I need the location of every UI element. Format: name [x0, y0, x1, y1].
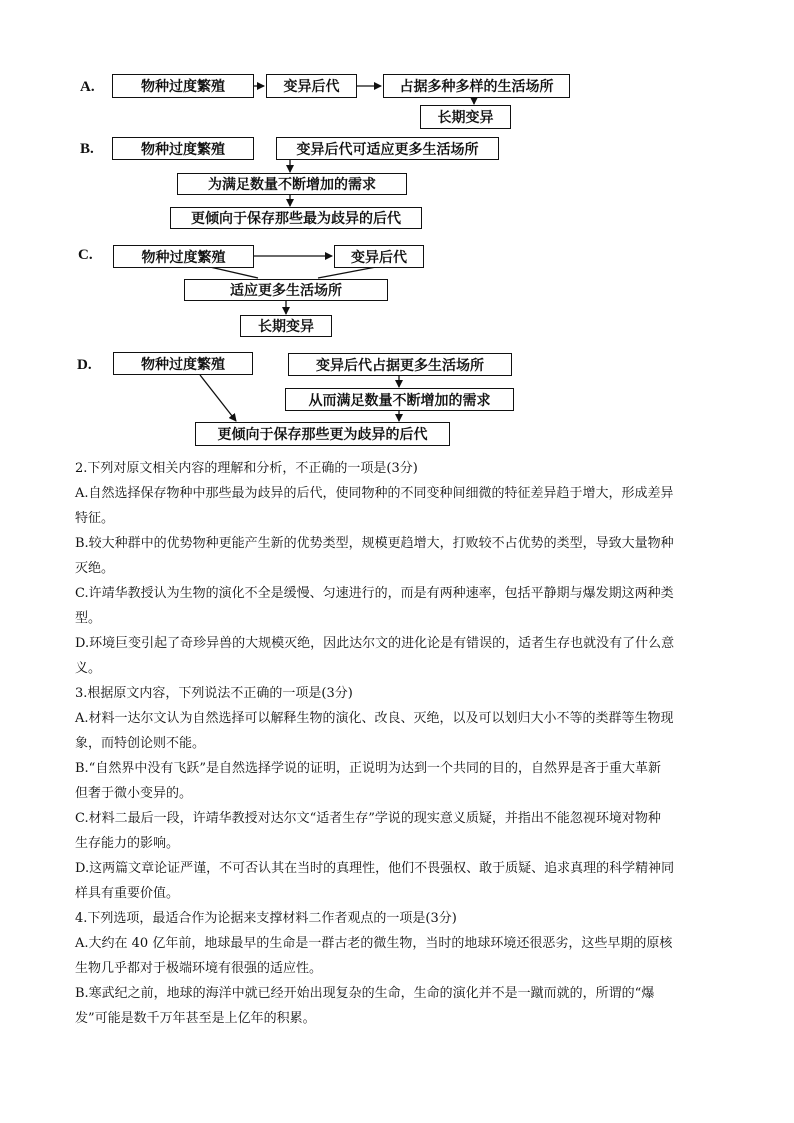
- option-flowcharts: [0, 0, 794, 460]
- arrow-c-2: [210, 267, 258, 278]
- question-3-stem: 3.根据原文内容，下列说法不正确的一项是(3分): [75, 686, 353, 701]
- option-a-box-2: 变异后代: [266, 74, 357, 98]
- option-b-box-1: 物种过度繁殖: [112, 137, 254, 160]
- option-c-box-3: 适应更多生活场所: [184, 279, 388, 301]
- option-b-label: B.: [80, 141, 94, 157]
- question-4-stem: 4.下列选项，最适合作为论据来支撑材料二作者观点的一项是(3分): [75, 911, 457, 926]
- question-3-option-c: C.材料二最后一段，许靖华教授对达尔文“适者生存”学说的现实意义质疑，并指出不能忽视环境对物种: [75, 811, 661, 826]
- question-3: [75, 681, 725, 906]
- option-d-box-1: 物种过度繁殖: [113, 352, 253, 375]
- arrow-d-2: [200, 375, 236, 421]
- question-3-option-d: D.这两篇文章论证严谨，不可否认其在当时的真理性，他们不畏强权、敢于质疑、追求真理的科学精神同: [75, 861, 675, 876]
- arrow-c-3: [318, 267, 376, 278]
- option-c-box-4: 长期变异: [240, 315, 332, 337]
- question-2-option-b-cont: 灭绝。: [75, 561, 115, 576]
- question-2-option-c: C.许靖华教授认为生物的演化不全是缓慢、匀速进行的，而是有两种速率，包括平静期与爆发期这两种类: [75, 586, 674, 601]
- option-c-box-1: 物种过度繁殖: [113, 245, 254, 268]
- question-4-option-a: A.大约在 40 亿年前，地球最早的生命是一群古老的微生物，当时的地球环境还很恶劣，这些早期的原核: [75, 936, 673, 951]
- question-4-option-b-cont: 发”可能是数千万年甚至是上亿年的积累。: [75, 1011, 316, 1026]
- question-4: [75, 906, 725, 1031]
- option-b-box-3: 为满足数量不断增加的需求: [177, 173, 407, 195]
- option-c-box-2: 变异后代: [334, 245, 424, 268]
- option-a-box-1: 物种过度繁殖: [112, 74, 254, 98]
- option-d-box-3: 从而满足数量不断增加的需求: [285, 388, 514, 411]
- option-b-box-4: 更倾向于保存那些最为歧异的后代: [170, 207, 422, 229]
- option-d-label: D.: [77, 357, 92, 373]
- option-a-label: A.: [80, 79, 95, 95]
- question-2-stem: 2.下列对原文相关内容的理解和分析，不正确的一项是(3分): [75, 461, 418, 476]
- question-4-option-a-cont: 生物几乎都对于极端环境有很强的适应性。: [75, 961, 323, 976]
- question-3-option-b: B.“自然界中没有飞跃”是自然选择学说的证明，正说明为达到一个共同的目的，自然界是吝于重大革新: [75, 761, 661, 776]
- option-b-box-2: 变异后代可适应更多生活场所: [276, 137, 499, 160]
- question-3-option-a-cont: 象，而特创论则不能。: [75, 736, 206, 751]
- option-a-box-3: 占据多种多样的生活场所: [383, 74, 570, 98]
- option-a-box-4: 长期变异: [420, 105, 511, 129]
- option-c-label: C.: [78, 247, 93, 263]
- question-3-option-d-cont: 样具有重要价值。: [75, 886, 180, 901]
- option-d-box-2: 变异后代占据更多生活场所: [288, 353, 512, 376]
- question-2-option-a: A.自然选择保存物种中那些最为歧异的后代，使同物种的不同变种间细微的特征差异趋于增大，形成差异: [75, 486, 674, 501]
- question-4-option-b: B.寒武纪之前，地球的海洋中就已经开始出现复杂的生命，生命的演化并不是一蹴而就的，所谓的“爆: [75, 986, 655, 1001]
- question-3-option-a: A.材料一达尔文认为自然选择可以解释生物的演化、改良、灭绝，以及可以划归大小不等的类群等生物现: [75, 711, 674, 726]
- question-2-option-d: D.环境巨变引起了奇珍异兽的大规模灭绝，因此达尔文的进化论是有错误的，适者生存也就没有了什么意: [75, 636, 675, 651]
- question-2-option-c-cont: 型。: [75, 611, 102, 626]
- question-2-option-b: B.较大种群中的优势物种更能产生新的优势类型，规模更趋增大，打败较不占优势的类型，导致大量物种: [75, 536, 674, 551]
- question-2-option-a-cont: 特征。: [75, 511, 115, 526]
- question-2-option-d-cont: 义。: [75, 661, 102, 676]
- question-3-option-c-cont: 生存能力的影响。: [75, 836, 180, 851]
- question-3-option-b-cont: 但奢于微小变异的。: [75, 786, 193, 801]
- option-d-box-4: 更倾向于保存那些更为歧异的后代: [195, 422, 450, 446]
- question-2: [75, 456, 725, 681]
